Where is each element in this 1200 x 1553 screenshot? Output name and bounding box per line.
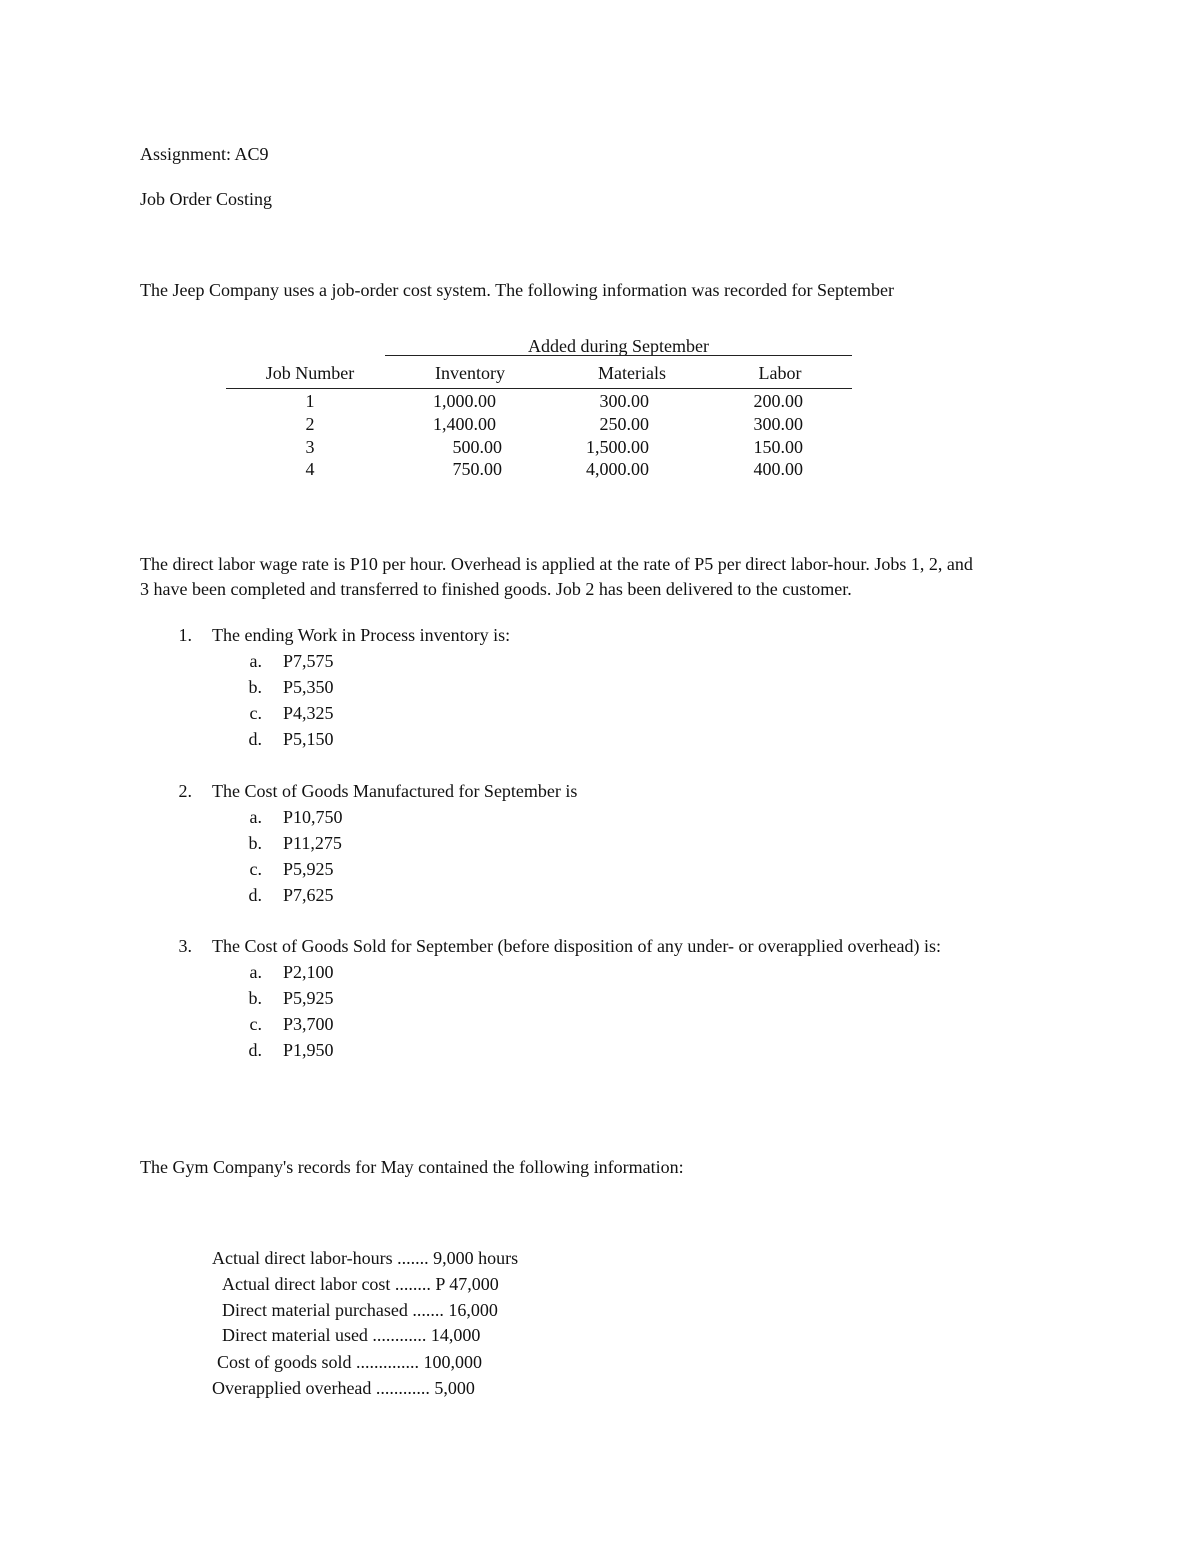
- table-cell: 300.00: [753, 414, 803, 434]
- gym-line-material-purchased: Direct material purchased ....... 16,000: [222, 1300, 498, 1320]
- option-letter: a.: [249, 962, 262, 982]
- table-cell: 300.00: [599, 391, 649, 411]
- option-letter: d.: [248, 729, 262, 749]
- gym-line-direct-labor-cost: Actual direct labor cost ........ P 47,000: [222, 1274, 499, 1294]
- option-text: P4,325: [283, 703, 334, 723]
- gym-line-material-used: Direct material used ............ 14,000: [222, 1325, 481, 1345]
- option-letter: b.: [248, 677, 262, 697]
- jeep-paragraph-line-1: The direct labor wage rate is P10 per hour. Overhead is applied at the rate of P5 per direct labor-hour. Jobs 1, 2, and: [140, 554, 973, 574]
- option-text: P5,925: [283, 988, 334, 1008]
- question-text: The ending Work in Process inventory is:: [212, 625, 511, 645]
- table-group-header: Added during September: [528, 336, 709, 356]
- gym-line-direct-labor-hours: Actual direct labor-hours ....... 9,000 hours: [212, 1248, 519, 1268]
- question-text: The Cost of Goods Manufactured for September is: [212, 781, 578, 801]
- table-cell: 4,000.00: [586, 459, 649, 479]
- option-letter: c.: [249, 1014, 262, 1034]
- option-text: P7,575: [283, 651, 334, 671]
- table-cell: 1,400.00: [433, 414, 496, 434]
- topic-title: Job Order Costing: [140, 189, 272, 209]
- question-number: 1.: [178, 625, 192, 645]
- option-letter: c.: [249, 859, 262, 879]
- table-cell: 3: [305, 437, 315, 457]
- group-header-rule: [385, 355, 852, 356]
- gym-line-overapplied-overhead: Overapplied overhead ............ 5,000: [212, 1378, 475, 1398]
- question-number: 3.: [178, 936, 192, 956]
- option-text: P5,925: [283, 859, 334, 879]
- col-head-job-number: Job Number: [265, 363, 355, 383]
- column-header-rule: [226, 388, 852, 389]
- option-text: P5,150: [283, 729, 334, 749]
- jeep-intro: The Jeep Company uses a job-order cost system. The following information was recorded for September: [140, 280, 894, 300]
- col-head-labor: Labor: [758, 363, 802, 383]
- option-text: P2,100: [283, 962, 334, 982]
- option-letter: b.: [248, 833, 262, 853]
- option-text: P1,950: [283, 1040, 334, 1060]
- option-text: P7,625: [283, 885, 334, 905]
- table-cell: 1,000.00: [433, 391, 496, 411]
- table-cell: 400.00: [753, 459, 803, 479]
- table-cell: 250.00: [599, 414, 649, 434]
- option-letter: b.: [248, 988, 262, 1008]
- col-head-materials: Materials: [598, 363, 666, 383]
- question-number: 2.: [178, 781, 192, 801]
- option-letter: d.: [248, 1040, 262, 1060]
- option-text: P3,700: [283, 1014, 334, 1034]
- gym-intro: The Gym Company's records for May contained the following information:: [140, 1157, 684, 1177]
- option-text: P5,350: [283, 677, 334, 697]
- option-text: P11,275: [283, 833, 342, 853]
- table-cell: 1,500.00: [586, 437, 649, 457]
- option-text: P10,750: [283, 807, 343, 827]
- table-cell: 2: [305, 414, 315, 434]
- table-cell: 150.00: [753, 437, 803, 457]
- assignment-title: Assignment: AC9: [140, 144, 269, 164]
- table-cell: 750.00: [452, 459, 502, 479]
- table-cell: 1: [305, 391, 315, 411]
- question-text: The Cost of Goods Sold for September (before disposition of any under- or overapplied overhead) is:: [212, 936, 941, 956]
- option-letter: d.: [248, 885, 262, 905]
- option-letter: a.: [249, 651, 262, 671]
- col-head-inventory: Inventory: [435, 363, 505, 383]
- option-letter: c.: [249, 703, 262, 723]
- option-letter: a.: [249, 807, 262, 827]
- table-cell: 200.00: [753, 391, 803, 411]
- table-cell: 500.00: [452, 437, 502, 457]
- jeep-paragraph-line-2: 3 have been completed and transferred to finished goods. Job 2 has been delivered to the customer.: [140, 579, 852, 599]
- gym-line-cost-of-goods-sold: Cost of goods sold .............. 100,000: [217, 1352, 483, 1372]
- table-cell: 4: [305, 459, 315, 479]
